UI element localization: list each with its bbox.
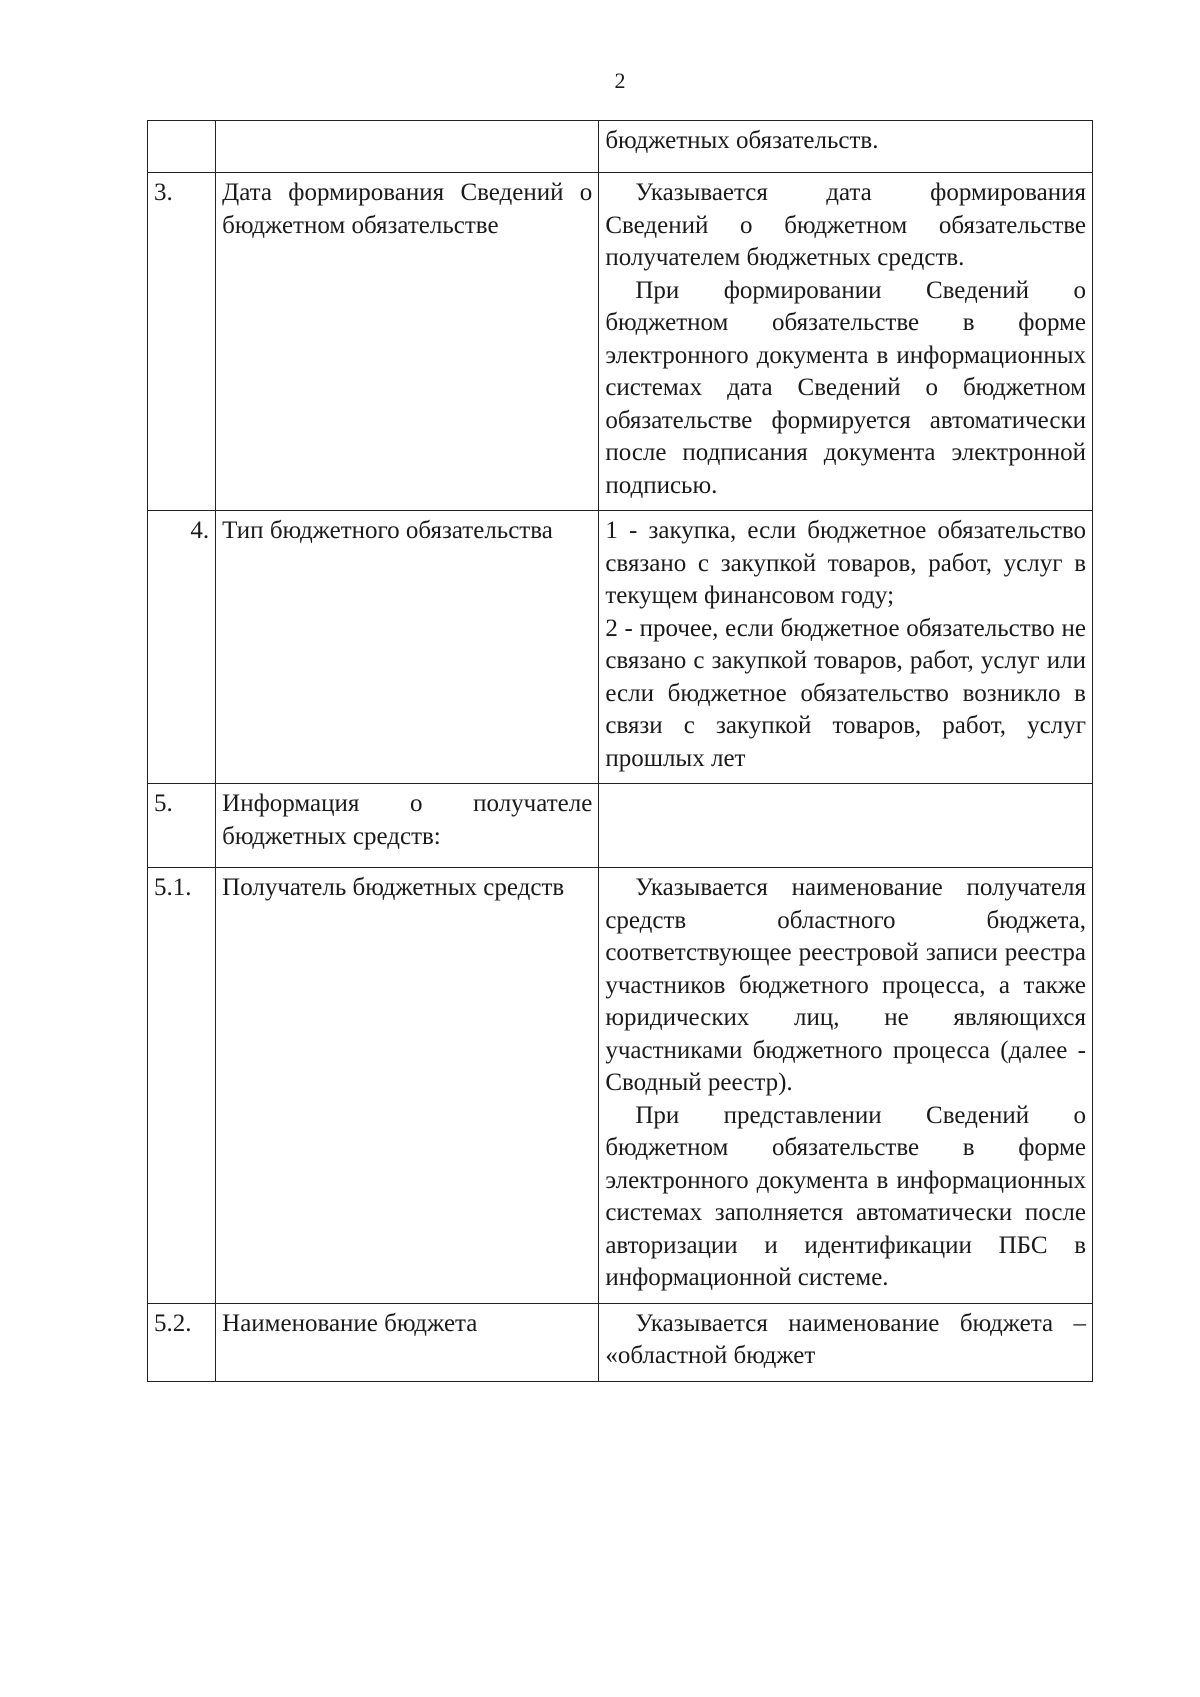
row-description-cell bbox=[599, 868, 1093, 1304]
description-paragraph: При представлении Сведений о бюджетном обязательстве в форме электронного документа в информационных системах заполняется автоматически после авторизации и идентификации ПБС в информационной системе. bbox=[605, 1101, 1086, 1291]
table-row bbox=[148, 173, 1093, 511]
row-description-cell bbox=[599, 511, 1093, 784]
row-name-cell: Наименование бюджета bbox=[216, 1303, 599, 1381]
row-number-cell: 3. bbox=[148, 173, 216, 511]
description-paragraph: бюджетных обязательств. bbox=[605, 127, 879, 154]
row-name-cell: Информация о получателе бюджетных средств: bbox=[216, 784, 599, 868]
row-number-cell: 5.1. bbox=[148, 868, 216, 1304]
description-paragraph: 1 - закупка, если бюджетное обязательство связано с закупкой товаров, работ, услуг в текущем финансовом году; bbox=[605, 517, 1086, 609]
description-paragraph: Указывается наименование получателя средств областного бюджета, соответствующее реестровой записи реестра участников бюджетного процесса, а также юридических лиц, не являющихся участниками бюджетного процесса (далее - Сводный реестр). bbox=[605, 874, 1086, 1096]
table-row bbox=[148, 121, 1093, 173]
description-paragraph: При формировании Сведений о бюджетном обязательстве в форме электронного документа в информационных системах дата Сведений о бюджетном обязательстве формируется автоматически после подписания документа электронной подписью. bbox=[605, 276, 1086, 499]
row-description-cell bbox=[599, 173, 1093, 511]
description-paragraph: Указывается дата формирования Сведений о бюджетном обязательстве получателем бюджетных средств. bbox=[605, 179, 1086, 271]
page-number: 2 bbox=[614, 68, 626, 93]
table-row bbox=[148, 1303, 1093, 1381]
row-number-cell bbox=[148, 121, 216, 173]
row-number-cell: 4. bbox=[148, 511, 216, 784]
table-row bbox=[148, 784, 1093, 868]
table-row bbox=[148, 511, 1093, 784]
row-name-cell: Дата формирования Сведений о бюджетном обязательстве bbox=[216, 173, 599, 511]
row-description-cell bbox=[599, 784, 1093, 868]
row-number-cell: 5.2. bbox=[148, 1303, 216, 1381]
description-paragraph: 2 - прочее, если бюджетное обязательство не связано с закупкой товаров, работ, услуг или если бюджетное обязательство возникло в связи с закупкой товаров, работ, услуг прошлых лет bbox=[605, 614, 1086, 772]
row-name-cell bbox=[216, 121, 599, 173]
row-name-cell: Тип бюджетного обязательства bbox=[216, 511, 599, 784]
description-paragraph: Указывается наименование бюджета – «областной бюджет bbox=[605, 1309, 1086, 1369]
row-description-cell bbox=[599, 121, 1093, 173]
row-number-cell: 5. bbox=[148, 784, 216, 868]
budget-obligation-table bbox=[147, 120, 1093, 1382]
table-row bbox=[148, 868, 1093, 1304]
row-name-cell: Получатель бюджетных средств bbox=[216, 868, 599, 1304]
row-description-cell bbox=[599, 1303, 1093, 1381]
